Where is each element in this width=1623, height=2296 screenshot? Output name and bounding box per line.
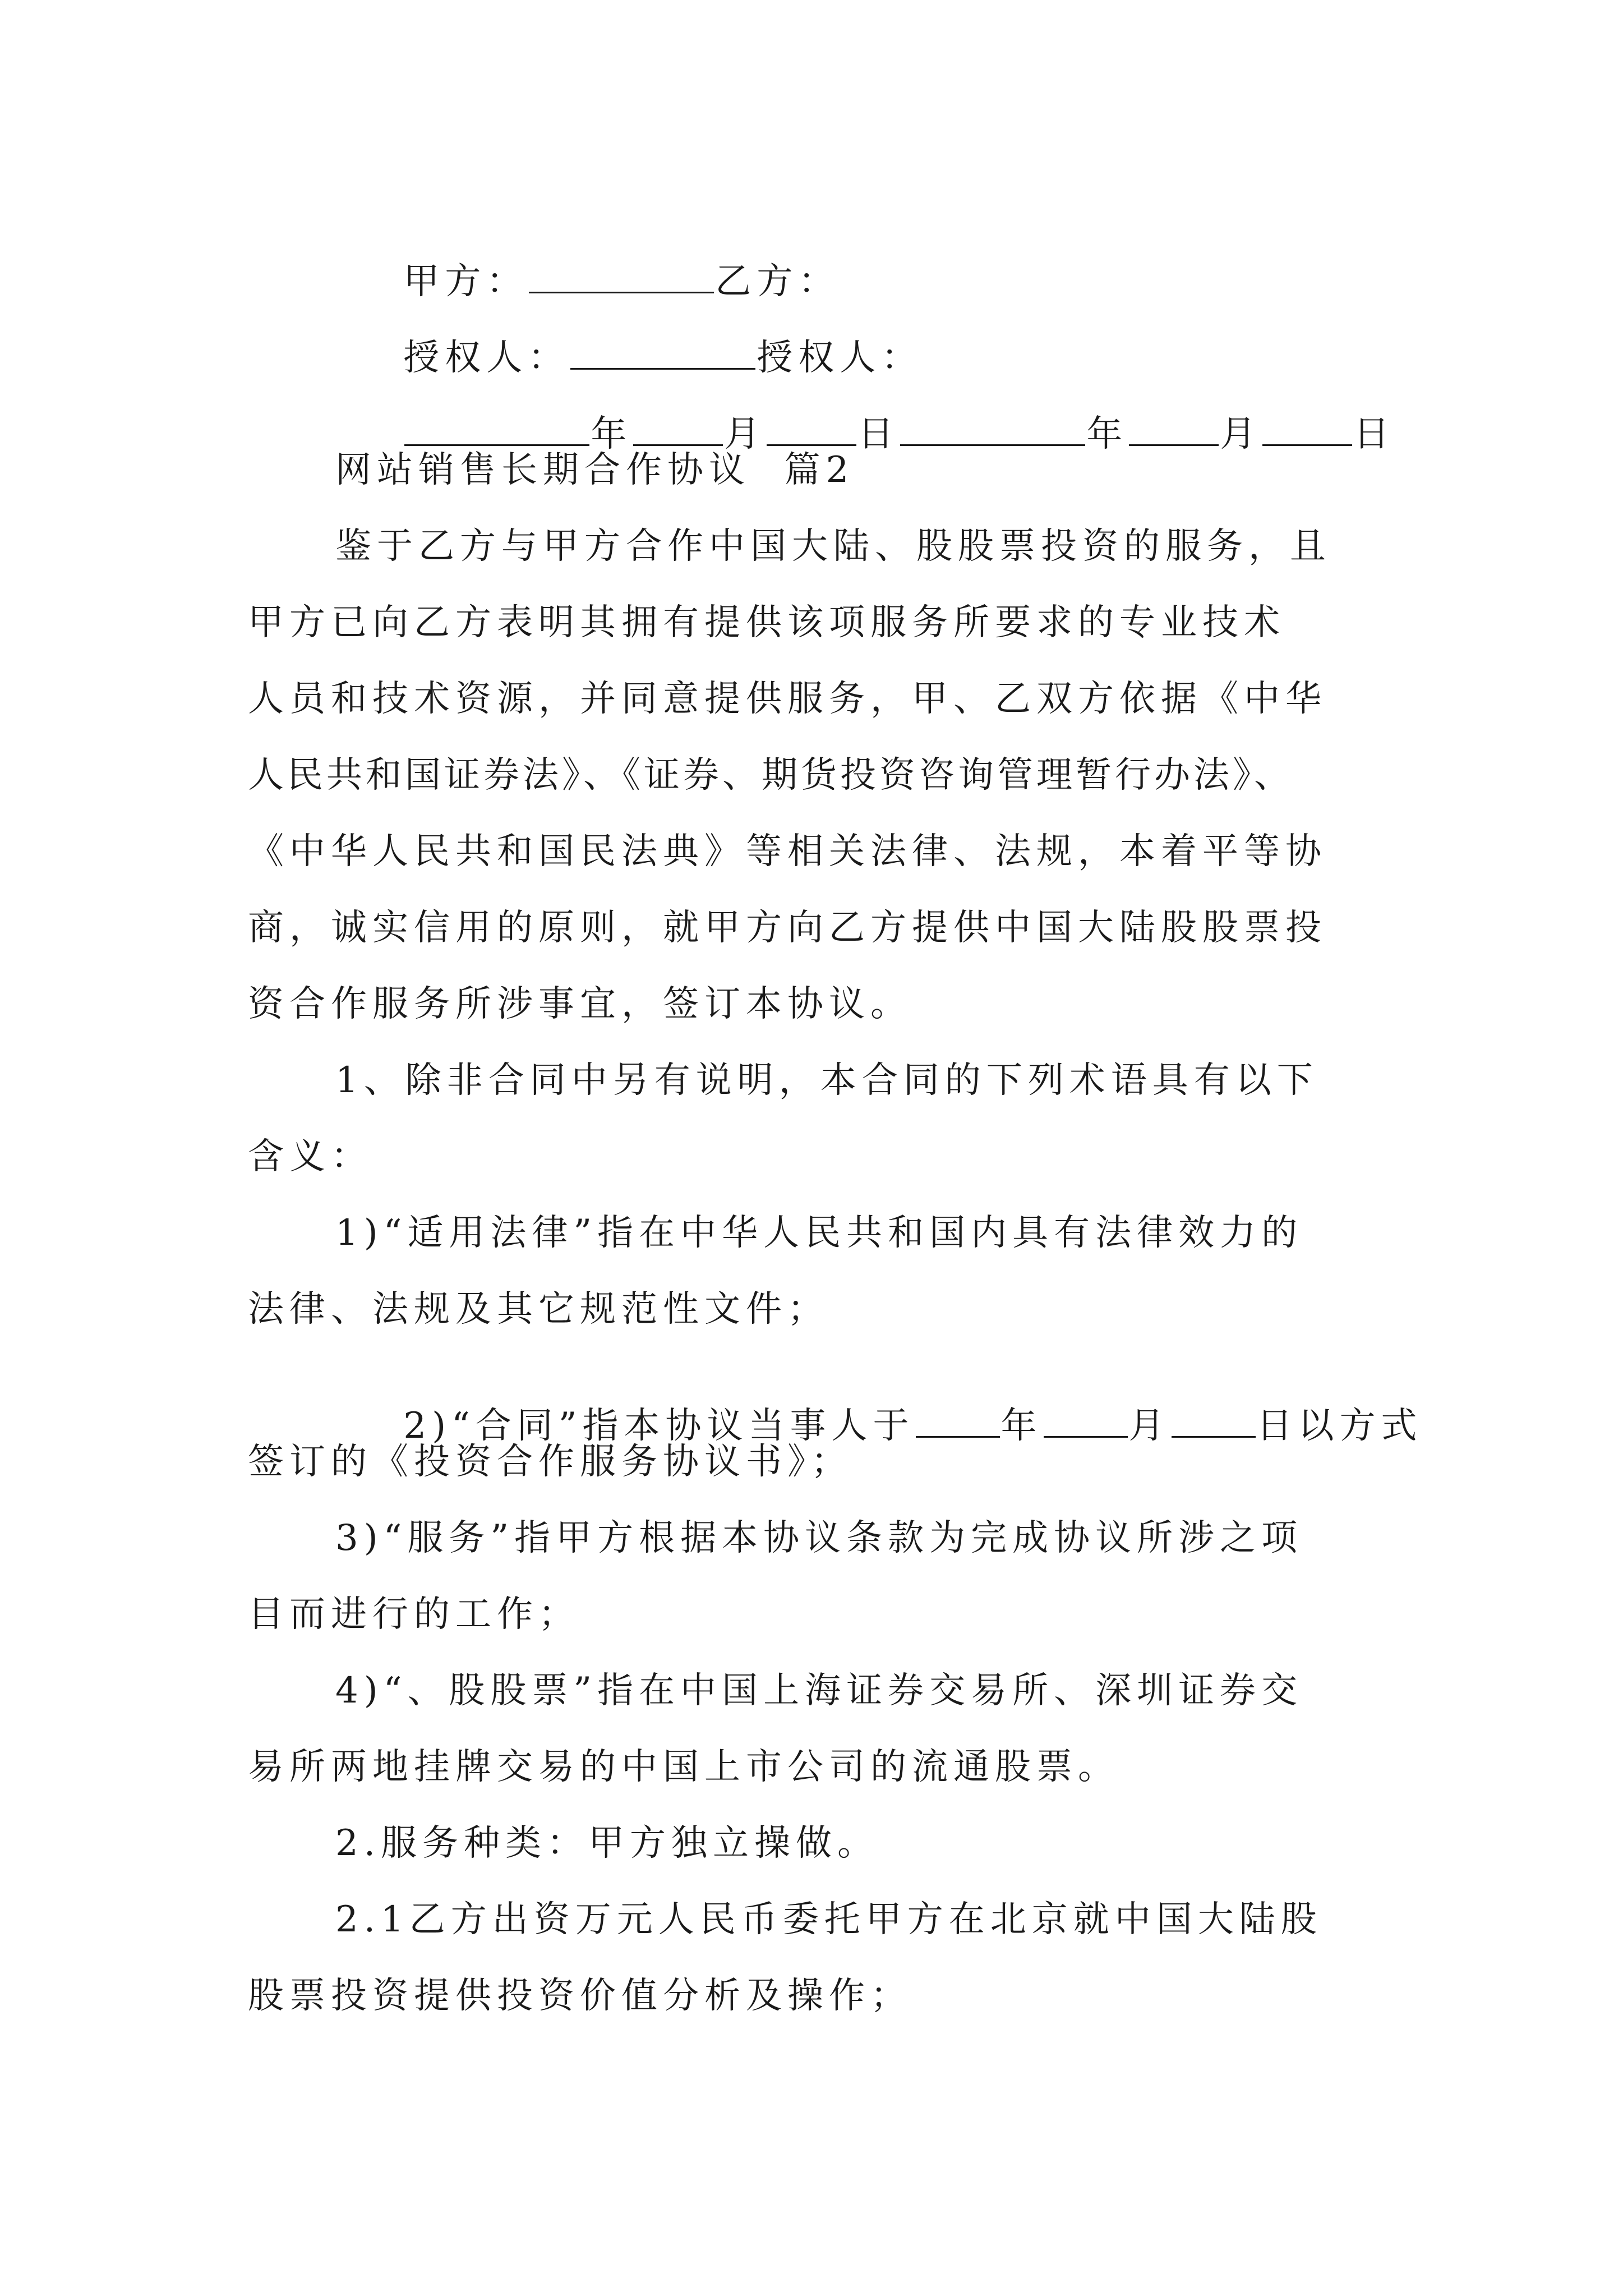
paragraph-line: 人员和技术资源，并同意提供服务，甲、乙双方依据《中华 [248, 678, 1327, 720]
year-a-label: 年 [591, 413, 633, 455]
year-b-blank [900, 412, 1085, 446]
contract-day-blank [1172, 1404, 1256, 1438]
paragraph-line: 4)“、股股票”指在中国上海证券交易所、深圳证券交 [335, 1670, 1303, 1711]
paragraph-line: 2.服务种类：甲方独立操做。 [335, 1823, 879, 1864]
day-b-blank [1262, 412, 1352, 446]
paragraph-line: 签订的《投资合作服务协议书》； [248, 1441, 852, 1483]
month-b-label: 月 [1220, 413, 1262, 455]
paragraph-line: 3)“服务”指甲方根据本协议条款为完成协议所涉之项 [335, 1517, 1303, 1559]
contract-month-blank [1044, 1404, 1128, 1438]
paragraph-line: 鉴于乙方与甲方合作中国大陆、股股票投资的服务，且 [335, 526, 1331, 567]
paragraph-line: 含义： [248, 1136, 372, 1177]
day-a-label: 日 [857, 413, 900, 455]
paragraph-line: 2.1乙方出资万元人民币委托甲方在北京就中国大陆股 [335, 1899, 1322, 1940]
contract-year-blank [916, 1404, 1000, 1438]
year-a-blank [404, 412, 589, 446]
paragraph-line: 易所两地挂牌交易的中国上市公司的流通股票。 [248, 1746, 1119, 1788]
day-a-blank [767, 412, 856, 446]
paragraph-line: 1、除非合同中另有说明，本合同的下列术语具有以下 [335, 1060, 1318, 1101]
paragraph-line: 法律、法规及其它规范性文件； [248, 1289, 829, 1330]
paragraph-line: 甲方已向乙方表明其拥有提供该项服务所要求的专业技术 [248, 602, 1285, 643]
authorizer-a-blank [570, 335, 755, 370]
contract-month-label: 月 [1128, 1405, 1170, 1447]
month-b-blank [1129, 412, 1219, 446]
authorizer-b-label: 授权人： [757, 337, 923, 379]
day-b-label: 日 [1353, 413, 1395, 455]
party-a-blank [529, 259, 714, 293]
contract-def-prefix: 2)“合同”指本协议当事人于 [403, 1405, 915, 1447]
contract-year-label: 年 [1000, 1405, 1043, 1447]
contract-def-suffix: 日以方式 [1256, 1405, 1423, 1447]
party-b-label: 乙方： [715, 261, 840, 302]
paragraph-line: 人民共和国证券法》、《证券、期货投资咨询管理暂行办法》、 [248, 754, 1293, 796]
section-title: 网站销售长期合作协议 篇2 [335, 449, 855, 491]
paragraph-line: 商，诚实信用的原则，就甲方向乙方提供中国大陆股股票投 [248, 907, 1327, 949]
paragraph-line: 资合作服务所涉事宜，签订本协议。 [248, 983, 912, 1025]
month-a-blank [633, 412, 723, 446]
paragraph-line: 股票投资提供投资价值分析及操作； [248, 1975, 912, 2017]
paragraph-line: 1)“适用法律”指在中华人民共和国内具有法律效力的 [335, 1212, 1303, 1254]
authorizer-a-label: 授权人： [403, 337, 570, 379]
month-a-label: 月 [724, 413, 766, 455]
year-b-label: 年 [1086, 413, 1128, 455]
paragraph-line: 目而进行的工作； [248, 1594, 580, 1635]
paragraph-line: 《中华人民共和国民法典》等相关法律、法规，本着平等协 [248, 831, 1327, 872]
party-a-label: 甲方： [403, 261, 528, 302]
